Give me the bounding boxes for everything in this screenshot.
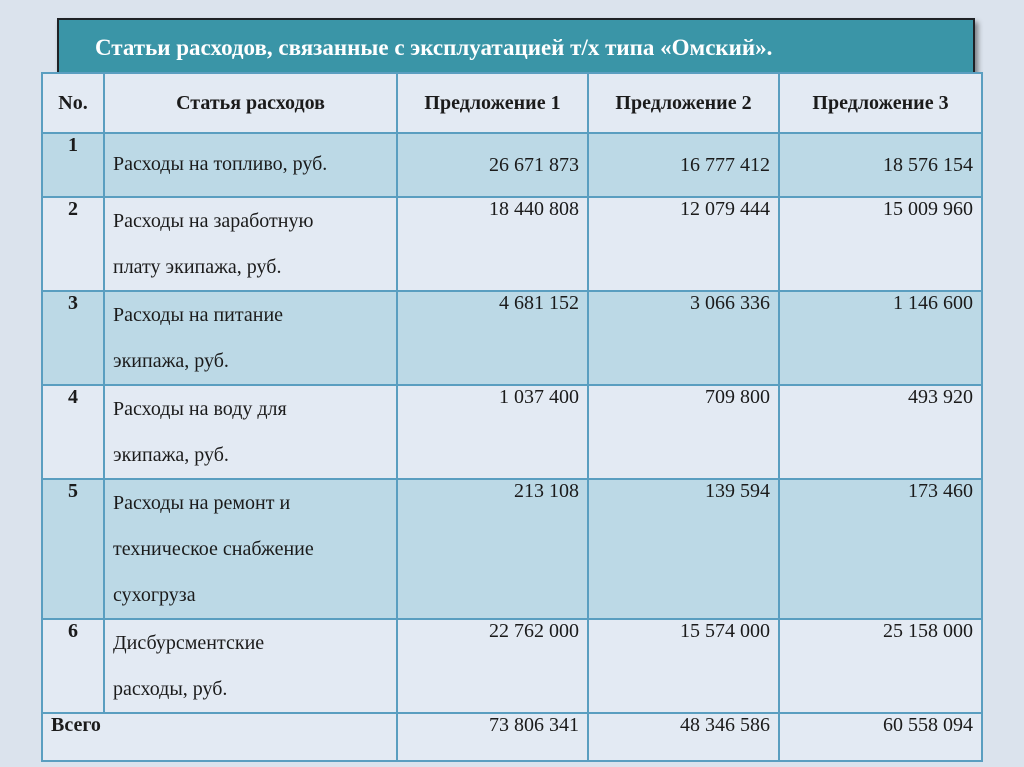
- proposal-1-value: 22 762 000: [397, 619, 588, 713]
- proposal-1-value: 213 108: [397, 479, 588, 619]
- proposal-2-value: 139 594: [588, 479, 779, 619]
- table-row: [42, 619, 982, 713]
- proposal-2-value: 12 079 444: [588, 197, 779, 291]
- expense-name: [104, 197, 397, 291]
- total-label: Всего: [42, 713, 397, 761]
- proposal-1-value: 4 681 152: [397, 291, 588, 385]
- total-proposal-3: 60 558 094: [779, 713, 982, 761]
- table-row: [42, 479, 982, 619]
- proposal-3-value: 15 009 960: [779, 197, 982, 291]
- proposal-2-value: 3 066 336: [588, 291, 779, 385]
- proposal-2-value: 15 574 000: [588, 619, 779, 713]
- expense-name-line: Расходы на заработную: [113, 210, 314, 232]
- row-number: 5: [42, 479, 104, 619]
- proposal-3-value: 1 146 600: [779, 291, 982, 385]
- expense-name-line: расходы, руб.: [113, 678, 228, 700]
- expense-name-line: Дисбурсментские: [113, 632, 265, 654]
- slide-title: Статьи расходов, связанные с эксплуатацией т/х типа «Омский».: [57, 18, 975, 74]
- table-row: [42, 385, 982, 479]
- proposal-1-value: 1 037 400: [397, 385, 588, 479]
- expense-name-line: сухогруза: [113, 584, 196, 606]
- row-number: 6: [42, 619, 104, 713]
- row-number: 2: [42, 197, 104, 291]
- proposal-2-value: 16 777 412: [588, 133, 779, 197]
- expense-name-line: Расходы на ремонт и: [113, 492, 291, 514]
- table-header-row: [42, 73, 982, 133]
- expense-name: [104, 385, 397, 479]
- table-row: [42, 291, 982, 385]
- proposal-3-value: 493 920: [779, 385, 982, 479]
- row-number: 3: [42, 291, 104, 385]
- expense-name: [104, 479, 397, 619]
- expense-name-line: Расходы на питание: [113, 304, 284, 326]
- header-expense-item: Статья расходов: [104, 73, 397, 133]
- table-row: [42, 133, 982, 197]
- proposal-3-value: 18 576 154: [779, 133, 982, 197]
- total-proposal-1: 73 806 341: [397, 713, 588, 761]
- proposal-3-value: 25 158 000: [779, 619, 982, 713]
- expense-name: [104, 619, 397, 713]
- proposal-3-value: 173 460: [779, 479, 982, 619]
- total-row: [42, 713, 982, 761]
- expense-name: [104, 291, 397, 385]
- proposal-1-value: 18 440 808: [397, 197, 588, 291]
- expense-name-line: Расходы на воду для: [113, 398, 287, 420]
- row-number: 4: [42, 385, 104, 479]
- expense-name-line: Расходы на топливо, руб.: [113, 153, 328, 175]
- row-number: 1: [42, 133, 104, 197]
- expense-name-line: плату экипажа, руб.: [113, 256, 282, 278]
- header-proposal-3: Предложение 3: [779, 73, 982, 133]
- proposal-2-value: 709 800: [588, 385, 779, 479]
- proposal-1-value: 26 671 873: [397, 133, 588, 197]
- expense-name-line: техническое снабжение: [113, 538, 314, 560]
- expense-name: [104, 133, 397, 197]
- expenses-table: [41, 72, 983, 762]
- expense-name-line: экипажа, руб.: [113, 350, 229, 372]
- total-proposal-2: 48 346 586: [588, 713, 779, 761]
- header-proposal-1: Предложение 1: [397, 73, 588, 133]
- header-proposal-2: Предложение 2: [588, 73, 779, 133]
- table-row: [42, 197, 982, 291]
- expense-name-line: экипажа, руб.: [113, 444, 229, 466]
- header-no: No.: [42, 73, 104, 133]
